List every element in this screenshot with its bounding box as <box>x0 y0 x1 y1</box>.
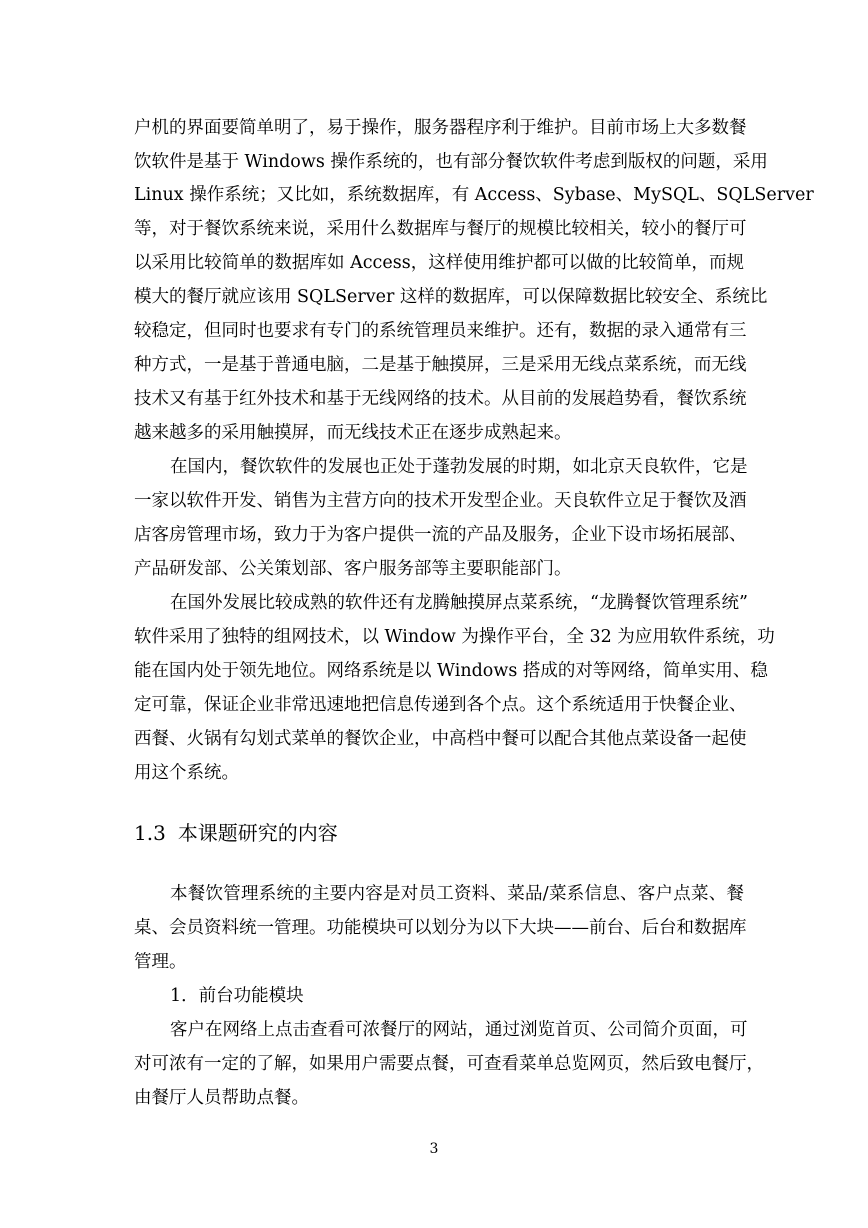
paragraph-1-line-4: 等，对于餐饮系统来说，采用什么数据库与餐厅的规模比较相关，较小的餐厅可 <box>134 219 747 239</box>
paragraph-1-line-5: 以采用比较简单的数据库如 Access，这样使用维护都可以做的比较简单，而规 <box>134 253 744 273</box>
section-paragraph-2-line-1: 客户在网络上点击查看可浓餐厅的网站，通过浏览首页、公司简介页面，可 <box>170 1020 748 1040</box>
paragraph-1-line-8: 种方式，一是基于普通电脑，二是基于触摸屏，三是采用无线点菜系统，而无线 <box>134 355 747 375</box>
section-paragraph-1-line-3: 管理。 <box>134 952 187 972</box>
paragraph-3-line-5: 西餐、火锅有勾划式菜单的餐饮企业，中高档中餐可以配合其他点菜设备一起使 <box>134 729 747 749</box>
paragraph-1-line-7: 较稳定，但同时也要求有专门的系统管理员来维护。还有，数据的录入通常有三 <box>134 321 747 341</box>
paragraph-1-line-2: 饮软件是基于 Windows 操作系统的，也有部分餐饮软件考虑到版权的问题，采用 <box>134 152 768 172</box>
paragraph-3-line-2: 软件采用了独特的组网技术，以 Window 为操作平台，全 32 为应用软件系统，功 <box>134 627 775 647</box>
paragraph-1-line-9: 技术又有基于红外技术和基于无线网络的技术。从目前的发展趋势看，餐饮系统 <box>134 389 747 409</box>
paragraph-1-line-10: 越来越多的采用触摸屏，而无线技术正在逐步成熟起来。 <box>134 423 572 443</box>
section-paragraph-2-line-2: 对可浓有一定的了解，如果用户需要点餐，可查看菜单总览网页，然后致电餐厅， <box>134 1054 764 1074</box>
paragraph-1-line-3: Linux 操作系统；又比如，系统数据库，有 Access、Sybase、MySQL、SQLServer <box>134 185 814 205</box>
section-title: 本课题研究的内容 <box>177 821 338 845</box>
paragraph-3-line-4: 定可靠，保证企业非常迅速地把信息传递到各个点。这个系统适用于快餐企业、 <box>134 695 747 715</box>
paragraph-3-line-6: 用这个系统。 <box>134 763 239 783</box>
paragraph-1-line-1: 户机的界面要简单明了，易于操作，服务器程序利于维护。目前市场上大多数餐 <box>134 118 747 138</box>
paragraph-1-line-6: 模大的餐厅就应该用 SQLServer 这样的数据库，可以保障数据比较安全、系统比 <box>134 287 768 307</box>
paragraph-2-line-3: 店客房管理市场，致力于为客户提供一流的产品及服务，企业下设市场拓展部、 <box>134 525 747 545</box>
paragraph-2-line-4: 产品研发部、公关策划部、客户服务部等主要职能部门。 <box>134 559 572 579</box>
section-paragraph-2-line-3: 由餐厅人员帮助点餐。 <box>134 1088 309 1108</box>
section-heading <box>134 820 338 846</box>
subsection-heading: 1．前台功能模块 <box>170 986 304 1006</box>
section-number: 1.3 <box>134 821 166 845</box>
section-paragraph-1-line-1: 本餐饮管理系统的主要内容是对员工资料、菜品/菜系信息、客户点菜、餐 <box>170 884 744 904</box>
section-paragraph-1-line-2: 桌、会员资料统一管理。功能模块可以划分为以下大块——前台、后台和数据库 <box>134 918 747 938</box>
paragraph-2-line-1: 在国内，餐饮软件的发展也正处于蓬勃发展的时期，如北京天良软件，它是 <box>170 457 748 477</box>
paragraph-3-line-1: 在国外发展比较成熟的软件还有龙腾触摸屏点菜系统，“龙腾餐饮管理系统” <box>170 593 748 613</box>
paragraph-3-line-3: 能在国内处于领先地位。网络系统是以 Windows 搭成的对等网络，简单实用、稳 <box>134 661 768 681</box>
paragraph-2-line-2: 一家以软件开发、销售为主营方向的技术开发型企业。天良软件立足于餐饮及酒 <box>134 491 747 511</box>
page-number: 3 <box>429 1141 439 1157</box>
